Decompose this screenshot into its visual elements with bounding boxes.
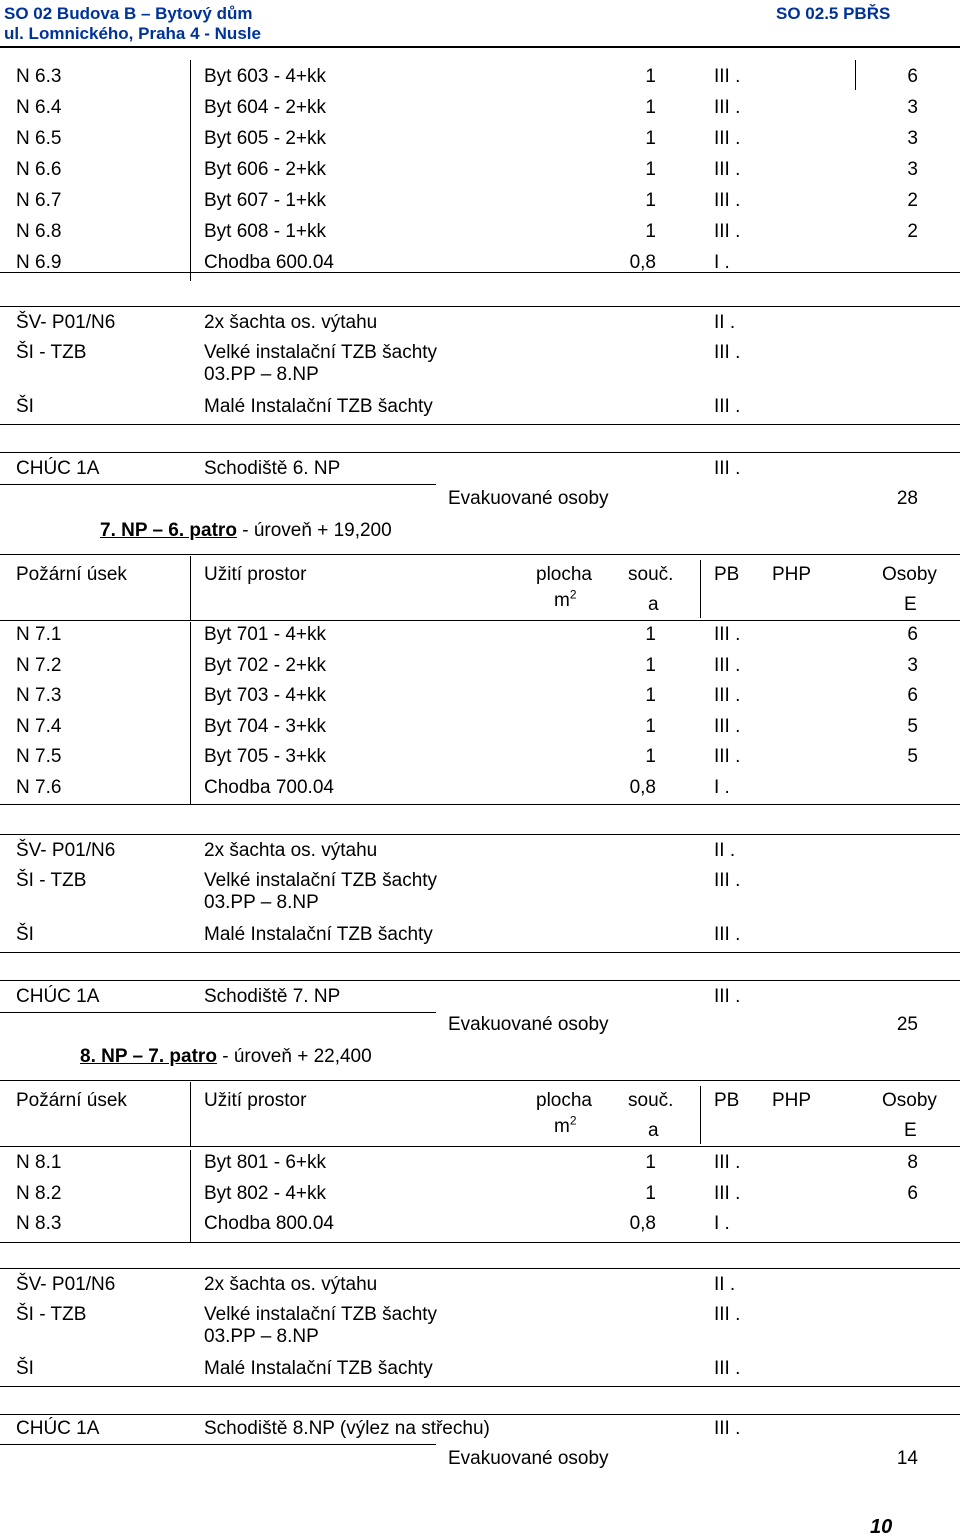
floor7-header-area-unit xyxy=(554,587,577,612)
floor6-table-row xyxy=(0,219,960,249)
room-persons: 8 xyxy=(907,1152,918,1173)
floor7-header-persons: Osoby xyxy=(882,564,937,585)
floor7-header-php: PHP xyxy=(772,564,812,585)
floor8-header-coefficient-2: a xyxy=(648,1120,659,1141)
floor7-table-top xyxy=(0,554,960,555)
room-area: 1 xyxy=(645,66,656,87)
room-code: N 6.4 xyxy=(16,97,62,118)
room-code: N 8.3 xyxy=(16,1213,62,1234)
room-fire-class: III . xyxy=(714,1182,741,1204)
room-area: 0,8 xyxy=(629,776,656,798)
floor7-header-area: plocha xyxy=(536,564,592,585)
room-area: 1 xyxy=(645,685,656,706)
evac-total: 28 xyxy=(896,488,918,509)
floor8-bottom-rule xyxy=(0,1444,436,1445)
room-fire-class: III . xyxy=(714,1152,741,1173)
floor7-title xyxy=(100,520,392,542)
floor7-table-row xyxy=(0,744,960,774)
shaft-code: ŠI xyxy=(16,924,34,945)
room-code: N 6.7 xyxy=(16,190,62,211)
shaft-name: Velké instalační TZB šachty xyxy=(204,342,438,363)
floor7-shaft-small-row xyxy=(0,922,960,952)
stair-code: CHÚC 1A xyxy=(16,986,100,1007)
floor8-separator-2 xyxy=(0,1268,960,1269)
floor8-shaft-elevator-row xyxy=(0,1272,960,1302)
shaft-name: Velké instalační TZB šachty xyxy=(204,870,438,891)
shaft-name-range: 03.PP – 8.NP xyxy=(204,364,319,385)
header-column-rule xyxy=(700,1086,701,1144)
column-rule xyxy=(190,744,191,775)
floor6-table-row xyxy=(0,126,960,156)
page-number: 10 xyxy=(870,1516,893,1538)
floor6-separator-3 xyxy=(0,424,960,425)
room-name: Byt 701 - 4+kk xyxy=(204,624,326,645)
shaft-pb: II . xyxy=(714,840,736,861)
floor8-table-row xyxy=(0,1211,960,1241)
room-name: Chodba 800.04 xyxy=(204,1213,334,1234)
floor8-table-row xyxy=(0,1150,960,1180)
floor8-separator-3 xyxy=(0,1386,960,1387)
shaft-name-range: 03.PP – 8.NP xyxy=(204,1326,319,1347)
floor6-separator xyxy=(0,272,960,273)
floor8-header-usage: Užití prostor xyxy=(204,1090,307,1111)
room-name: Byt 702 - 2+kk xyxy=(204,654,326,676)
room-persons: 6 xyxy=(907,624,918,645)
room-fire-class: I . xyxy=(714,776,730,798)
header-bottom-rule xyxy=(0,620,960,621)
floor8-level: - úroveň + 22,400 xyxy=(216,1046,372,1067)
room-persons: 3 xyxy=(907,159,918,180)
shaft-pb: III . xyxy=(714,342,741,363)
floor8-header-area-unit xyxy=(554,1113,577,1138)
room-name: Chodba 600.04 xyxy=(204,252,334,273)
shaft-pb: III . xyxy=(714,396,741,417)
floor6-shaft-tzb-row xyxy=(0,340,960,392)
room-area: 1 xyxy=(645,128,656,149)
room-fire-class: III . xyxy=(714,128,741,149)
floor6-shaft-elevator-row xyxy=(0,310,960,340)
column-rule xyxy=(190,1211,191,1242)
shaft-code: ŠI xyxy=(16,1358,34,1379)
floor7-bottom-rule xyxy=(0,1012,436,1013)
document-section-code: SO 02.5 PBŘS xyxy=(776,4,891,23)
floor8-separator xyxy=(0,1242,960,1243)
floor8-title xyxy=(80,1046,372,1068)
header-column-rule xyxy=(190,1082,191,1146)
room-area: 1 xyxy=(645,624,656,645)
floor8-header-persons-2: E xyxy=(904,1120,917,1141)
floor7-table-row xyxy=(0,775,960,805)
stair-name: Schodiště 8.NP (výlez na střechu) xyxy=(204,1418,490,1439)
column-rule xyxy=(190,157,191,188)
unit-text: m xyxy=(554,1116,570,1137)
shaft-pb: II . xyxy=(714,312,736,333)
floor8-separator-4 xyxy=(0,1414,960,1415)
column-rule xyxy=(190,683,191,714)
shaft-name: Malé Instalační TZB šachty xyxy=(204,924,433,945)
header-column-rule xyxy=(190,556,191,620)
unit-superscript: 2 xyxy=(569,587,577,602)
room-persons: 6 xyxy=(907,685,918,706)
room-name: Byt 608 - 1+kk xyxy=(204,221,326,242)
column-rule xyxy=(190,219,191,250)
floor6-bottom-rule xyxy=(0,484,436,485)
room-fire-class: III . xyxy=(714,66,741,87)
room-name: Byt 604 - 2+kk xyxy=(204,97,326,118)
document-address: ul. Lomnického, Praha 4 - Nusle xyxy=(4,24,261,43)
stair-name: Schodiště 6. NP xyxy=(204,458,341,479)
unit-text: m xyxy=(554,590,570,611)
shaft-name: Velké instalační TZB šachty xyxy=(204,1304,438,1325)
room-code: N 7.5 xyxy=(16,746,62,767)
room-area: 0,8 xyxy=(629,1213,656,1234)
room-persons: 2 xyxy=(907,221,918,242)
room-code: N 7.6 xyxy=(16,776,62,798)
room-persons: 6 xyxy=(907,66,918,87)
floor7-header-persons-2: E xyxy=(904,594,917,615)
floor7-header-usage: Užití prostor xyxy=(204,564,307,585)
floor7-table-row xyxy=(0,683,960,713)
room-area: 1 xyxy=(645,715,656,737)
shaft-code: ŠI - TZB xyxy=(16,342,87,363)
shaft-code: ŠI xyxy=(16,396,34,417)
room-area: 1 xyxy=(645,190,656,211)
room-code: N 7.1 xyxy=(16,624,62,645)
floor7-title-bold: 7. NP – 6. patro xyxy=(100,520,237,541)
floor8-header-php: PHP xyxy=(772,1090,812,1111)
evac-label: Evakuované osoby xyxy=(448,1014,609,1035)
room-name: Byt 705 - 3+kk xyxy=(204,746,326,767)
header-bottom-rule xyxy=(0,1146,960,1147)
column-rule xyxy=(190,250,191,281)
shaft-pb: III . xyxy=(714,1358,741,1379)
floor8-table-row xyxy=(0,1181,960,1211)
column-rule xyxy=(190,1181,191,1212)
shaft-code: ŠV- P01/N6 xyxy=(16,312,116,333)
header-column-rule xyxy=(700,560,701,618)
column-rule xyxy=(190,775,191,806)
shaft-name: 2x šachta os. výtahu xyxy=(204,1274,378,1295)
floor7-separator-2 xyxy=(0,834,960,835)
stair-code: CHÚC 1A xyxy=(16,458,100,479)
room-persons: 3 xyxy=(907,128,918,149)
floor8-title-bold: 8. NP – 7. patro xyxy=(80,1046,217,1067)
room-name: Byt 606 - 2+kk xyxy=(204,159,326,180)
floor7-table-row xyxy=(0,622,960,652)
room-fire-class: III . xyxy=(714,97,741,118)
evac-label: Evakuované osoby xyxy=(448,1448,609,1469)
room-name: Byt 704 - 3+kk xyxy=(204,715,326,737)
document-title: SO 02 Budova B – Bytový dům xyxy=(4,4,253,23)
room-persons: 5 xyxy=(907,715,918,737)
floor8-shaft-small-row xyxy=(0,1356,960,1386)
shaft-name: Malé Instalační TZB šachty xyxy=(204,396,433,417)
room-area: 1 xyxy=(645,221,656,242)
room-name: Byt 605 - 2+kk xyxy=(204,128,326,149)
stair-name: Schodiště 7. NP xyxy=(204,986,341,1007)
room-area: 1 xyxy=(645,159,656,180)
room-persons: 2 xyxy=(907,190,918,211)
shaft-pb: III . xyxy=(714,1304,741,1325)
floor7-header-fire-section: Požární úsek xyxy=(16,564,127,585)
room-name: Byt 607 - 1+kk xyxy=(204,190,326,211)
column-rule xyxy=(190,622,191,653)
floor8-header-coefficient: souč. xyxy=(628,1090,674,1111)
room-name: Chodba 700.04 xyxy=(204,776,334,798)
column-rule xyxy=(190,95,191,126)
header-rule xyxy=(0,46,960,48)
floor8-table-top xyxy=(0,1080,960,1081)
room-persons: 6 xyxy=(907,1182,918,1204)
room-persons: 3 xyxy=(907,654,918,676)
stair-code: CHÚC 1A xyxy=(16,1418,100,1439)
column-rule xyxy=(190,1150,191,1181)
room-fire-class: III . xyxy=(714,715,741,737)
room-fire-class: III . xyxy=(714,159,741,180)
floor8-header-area: plocha xyxy=(536,1090,592,1111)
floor7-table-row xyxy=(0,653,960,683)
shaft-code: ŠI - TZB xyxy=(16,870,87,891)
unit-superscript: 2 xyxy=(569,1113,577,1128)
room-persons: 3 xyxy=(907,97,918,118)
room-fire-class: III . xyxy=(714,221,741,242)
floor6-table-row xyxy=(0,188,960,218)
room-persons: 5 xyxy=(907,746,918,767)
room-fire-class: III . xyxy=(714,746,741,767)
evac-total: 25 xyxy=(896,1014,918,1035)
floor6-separator-2 xyxy=(0,306,960,307)
shaft-pb: III . xyxy=(714,870,741,891)
column-rule xyxy=(190,714,191,745)
room-code: N 7.3 xyxy=(16,685,62,706)
floor8-header-persons: Osoby xyxy=(882,1090,937,1111)
floor6-table-row xyxy=(0,95,960,125)
column-rule xyxy=(190,126,191,157)
column-rule xyxy=(190,188,191,219)
room-code: N 8.2 xyxy=(16,1182,62,1204)
stair-pb: III . xyxy=(714,458,741,479)
evac-total: 14 xyxy=(896,1448,918,1469)
floor6-stair-row xyxy=(0,456,960,486)
floor8-shaft-tzb-row xyxy=(0,1302,960,1354)
stair-pb: III . xyxy=(714,986,741,1007)
room-area: 1 xyxy=(645,1182,656,1204)
floor7-shaft-elevator-row xyxy=(0,838,960,868)
room-area: 1 xyxy=(645,1152,656,1173)
floor6-table-row xyxy=(0,64,960,94)
room-code: N 7.4 xyxy=(16,715,62,737)
room-name: Byt 802 - 4+kk xyxy=(204,1182,326,1204)
floor7-level: - úroveň + 19,200 xyxy=(236,520,392,541)
room-fire-class: III . xyxy=(714,190,741,211)
floor7-separator xyxy=(0,804,960,805)
room-name: Byt 703 - 4+kk xyxy=(204,685,326,706)
column-rule xyxy=(190,64,191,95)
floor7-header-coefficient-2: a xyxy=(648,594,659,615)
floor6-shaft-small-row xyxy=(0,394,960,424)
floor7-table-row xyxy=(0,714,960,744)
floor8-header-pb: PB xyxy=(714,1090,740,1111)
floor7-header-coefficient: souč. xyxy=(628,564,674,585)
column-rule xyxy=(190,653,191,684)
shaft-name: 2x šachta os. výtahu xyxy=(204,840,378,861)
floor7-separator-4 xyxy=(0,980,960,981)
room-code: N 8.1 xyxy=(16,1152,62,1173)
floor6-table-row xyxy=(0,157,960,187)
stair-pb: III . xyxy=(714,1418,741,1439)
room-code: N 6.9 xyxy=(16,252,62,273)
shaft-code: ŠV- P01/N6 xyxy=(16,840,116,861)
floor8-header-fire-section: Požární úsek xyxy=(16,1090,127,1111)
room-fire-class: I . xyxy=(714,1213,730,1234)
floor7-shaft-tzb-row xyxy=(0,868,960,920)
room-area: 0,8 xyxy=(629,252,656,273)
floor7-separator-3 xyxy=(0,952,960,953)
room-fire-class: III . xyxy=(714,624,741,645)
floor6-table-row xyxy=(0,250,960,280)
room-name: Byt 603 - 4+kk xyxy=(204,66,326,87)
room-code: N 6.6 xyxy=(16,159,62,180)
room-fire-class: III . xyxy=(714,685,741,706)
room-fire-class: III . xyxy=(714,654,741,676)
room-name: Byt 801 - 6+kk xyxy=(204,1152,326,1173)
room-area: 1 xyxy=(645,746,656,767)
shaft-name: 2x šachta os. výtahu xyxy=(204,312,378,333)
floor7-header-pb: PB xyxy=(714,564,740,585)
shaft-pb: III . xyxy=(714,924,741,945)
floor7-stair-row xyxy=(0,984,960,1014)
room-area: 1 xyxy=(645,97,656,118)
room-code: N 6.8 xyxy=(16,221,62,242)
shaft-name-range: 03.PP – 8.NP xyxy=(204,892,319,913)
shaft-name: Malé Instalační TZB šachty xyxy=(204,1358,433,1379)
room-code: N 7.2 xyxy=(16,654,62,676)
evac-label: Evakuované osoby xyxy=(448,488,609,509)
room-code: N 6.3 xyxy=(16,66,62,87)
room-area: 1 xyxy=(645,654,656,676)
room-code: N 6.5 xyxy=(16,128,62,149)
room-fire-class: I . xyxy=(714,252,730,273)
floor6-separator-4 xyxy=(0,452,960,453)
shaft-code: ŠI - TZB xyxy=(16,1304,87,1325)
shaft-code: ŠV- P01/N6 xyxy=(16,1274,116,1295)
shaft-pb: II . xyxy=(714,1274,736,1295)
floor8-stair-row xyxy=(0,1416,960,1446)
